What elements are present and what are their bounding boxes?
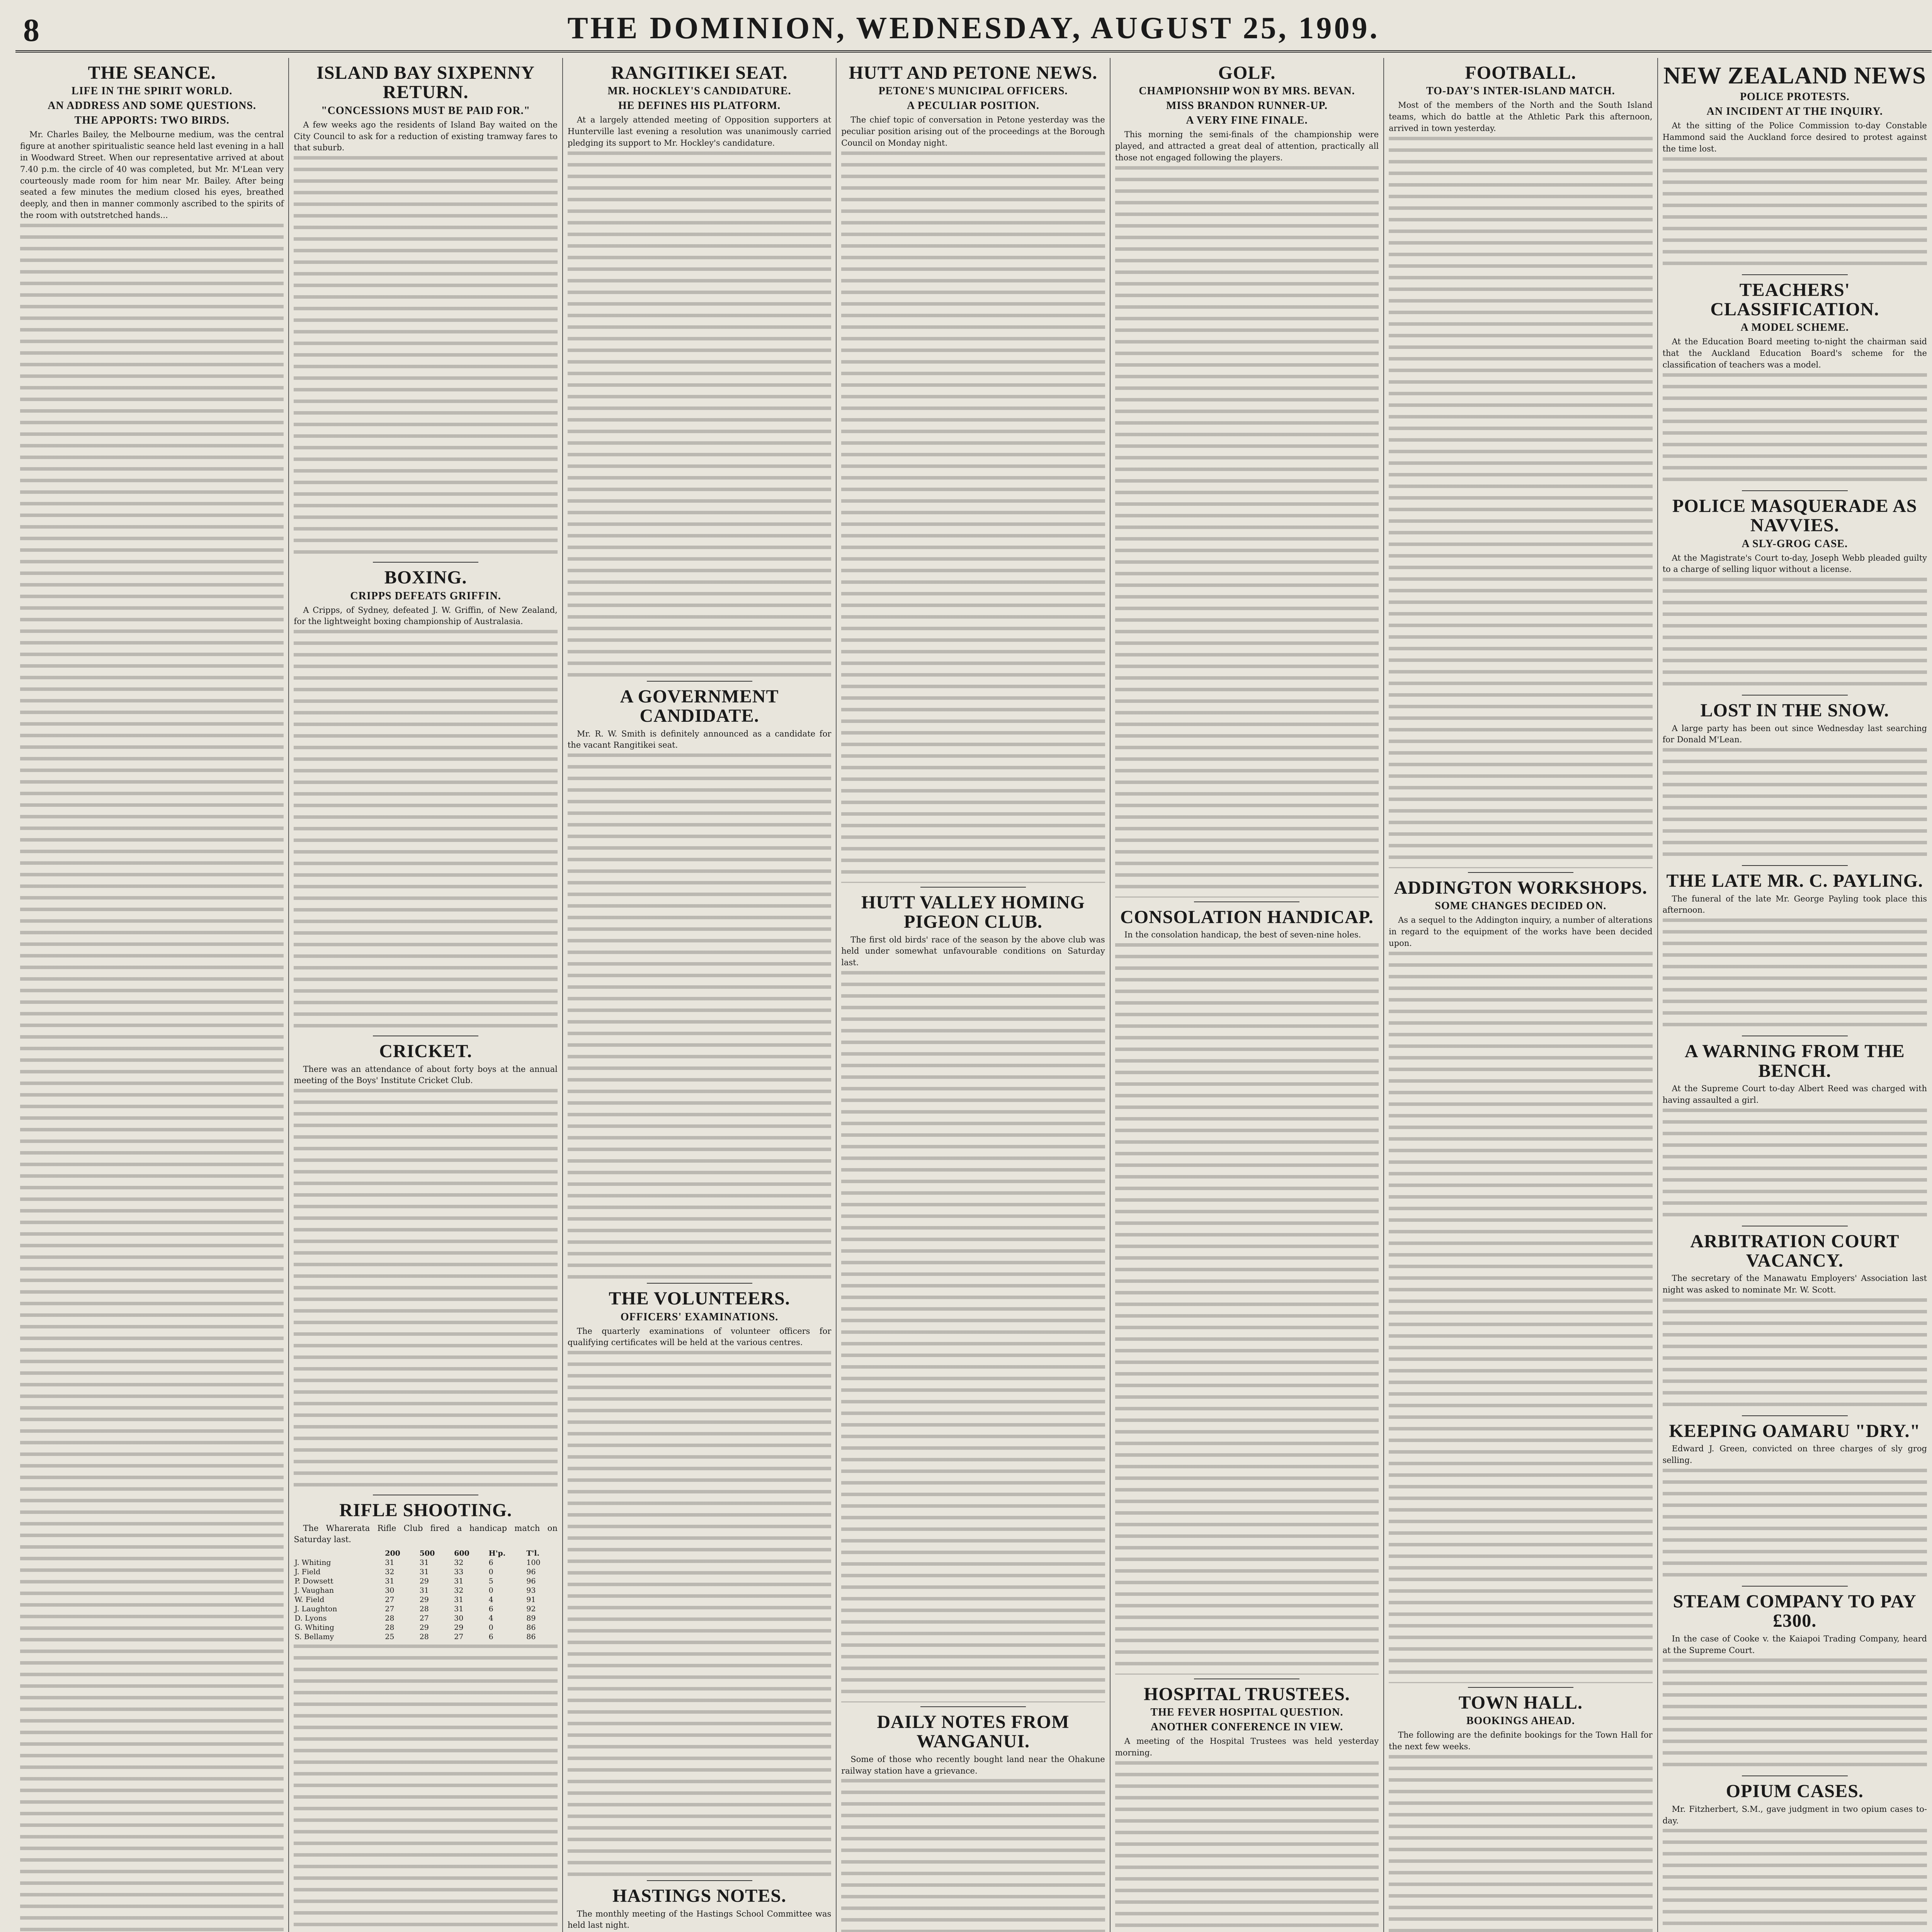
article-subheading: TO-DAY'S INTER-ISLAND MATCH. [1426,85,1615,97]
table-cell: 28 [419,1605,429,1614]
article-body: Most of the members of the North and the South Island teams, which do battle at the Athletic Park this afternoon, arrived in town yesterday. [1389,100,1653,133]
article-subheading: SOME CHANGES DECIDED ON. [1435,900,1607,912]
body-text-lines [294,1645,557,1932]
table-cell: 31 [454,1605,464,1614]
table-cell: D. Lyons [294,1614,327,1623]
table-cell: 29 [419,1595,429,1604]
article-body: A few weeks ago the residents of Island Bay waited on the City Council to ask for a reduction of existing tramway fares to that suburb. [294,120,558,153]
article-subheading: A MODEL SCHEME. [1740,321,1849,334]
section-divider [1742,1415,1848,1416]
table-cell: 28 [385,1614,395,1623]
column-4 [837,58,1110,1932]
column-container [15,58,1932,1932]
body-text-lines [1663,1658,1927,1772]
table-row [294,1604,557,1614]
article-headline: KEEPING OAMARU "DRY." [1669,1421,1921,1441]
article-headline: THE SEANCE. [88,63,216,83]
article-body: A Cripps, of Sydney, defeated J. W. Griffin, of New Zealand, for the lightweight boxing championship of Australasia. [294,605,558,626]
body-text-lines [568,753,831,1279]
body-text-lines [1663,157,1927,270]
article-subheading: THE FEVER HOSPITAL QUESTION. [1150,1706,1344,1719]
article-subheading: A SLY-GROG CASE. [1742,537,1848,550]
column-1 [15,58,289,1932]
table-cell: 32 [454,1586,464,1595]
table-row [294,1614,557,1623]
table-cell: P. Dowsett [294,1577,333,1586]
article-headline: ADDINGTON WORKSHOPS. [1394,877,1648,898]
table-row [294,1586,557,1595]
section-divider [1742,490,1848,491]
table-cell: W. Field [294,1595,325,1604]
column-2 [289,58,563,1932]
table-header-cell: 500 [419,1549,435,1558]
article-body: The secretary of the Manawatu Employers' Association last night was asked to nominate Mr. W. Scott. [1662,1274,1927,1295]
table-row [294,1558,557,1567]
table-cell: 5 [488,1577,493,1586]
body-text-lines [568,1351,831,1876]
body-text-lines [1663,1298,1927,1412]
table-cell: 28 [419,1633,429,1641]
article-headline: A GOVERNMENT CANDIDATE. [620,686,779,726]
article-body: At the Supreme Court to-day Albert Reed was charged with having assaulted a girl. [1662,1083,1927,1105]
body-text-lines [841,1779,1105,1932]
table-cell: 93 [526,1586,536,1595]
article-body: At a largely attended meeting of Opposition supporters at Hunterville last evening a resolution was unanimously carried pledging its support to Mr. Hockley's candidature. [567,115,832,148]
table-cell: 33 [454,1568,464,1577]
body-text-lines [1389,137,1652,868]
article-headline: THE VOLUNTEERS. [609,1288,790,1309]
body-text-lines [1663,918,1927,1032]
table-row [294,1623,557,1632]
body-text-lines [1389,1755,1652,1932]
section-divider [1742,695,1848,696]
page-number: 8 [23,12,39,48]
article-headline: HUTT AND PETONE NEWS. [849,63,1098,83]
table-cell: S. Bellamy [294,1633,334,1641]
table-cell: 86 [526,1623,536,1632]
table-cell: 27 [419,1614,429,1623]
article-body: Mr. Fitzherbert, S.M., gave judgment in two opium cases to-day. [1662,1804,1927,1825]
article-subheading: "CONCESSIONS MUST BE PAID FOR." [321,104,531,117]
table-cell: 31 [454,1577,464,1586]
article-headline: THE LATE MR. C. PAYLING. [1666,871,1923,891]
article-headline: TEACHERS' CLASSIFICATION. [1710,279,1879,320]
section-divider [920,887,1026,888]
article-body: Mr. R. W. Smith is definitely announced as a candidate for the vacant Rangitikei seat. [567,729,832,750]
article-headline: LOST IN THE SNOW. [1700,700,1889,721]
article-subheading: ANOTHER CONFERENCE IN VIEW. [1150,1721,1344,1733]
table-cell: 27 [454,1633,464,1641]
table-cell: 6 [488,1605,493,1614]
table-header-cell: H'p. [488,1549,506,1558]
article-headline: HUTT VALLEY HOMING PIGEON CLUB. [861,892,1085,932]
article-headline: CONSOLATION HANDICAP. [1120,906,1374,927]
body-text-lines [1663,1109,1927,1222]
table-cell: J. Field [294,1568,321,1577]
article-subheading: POLICE PROTESTS. [1740,91,1850,103]
table-cell: 31 [385,1558,395,1567]
article-subheading: PETONE'S MUNICIPAL OFFICERS. [878,85,1068,97]
article-subheading: A VERY FINE FINALE. [1186,114,1308,127]
article-body: This morning the semi-finals of the championship were played, and attracted a great deal of attention, practically all those not engaged following the players. [1115,130,1379,163]
article-headline: BOXING. [384,567,467,588]
table-cell: J. Whiting [294,1558,331,1567]
table-row [294,1567,557,1577]
body-text-lines [841,151,1105,883]
table-header-cell: 600 [454,1549,469,1558]
table-row [294,1595,557,1604]
body-text-lines [568,151,831,677]
masthead [15,8,1932,53]
table-cell: 27 [385,1605,395,1614]
newspaper-page [15,8,1932,1932]
article-body: The funeral of the late Mr. George Payling took place this afternoon. [1662,894,1927,915]
article-subheading: MISS BRANDON RUNNER-UP. [1166,100,1328,112]
section-divider [373,562,478,563]
article-subheading: THE APPORTS: TWO BIRDS. [74,114,230,127]
body-text-lines [1115,1761,1379,1932]
body-text-lines [1115,166,1379,898]
article-subheading: MR. HOCKLEY'S CANDIDATURE. [607,85,791,97]
table-cell: 30 [454,1614,464,1623]
table-cell: 32 [454,1558,464,1567]
article-headline: DAILY NOTES FROM WANGANUI. [877,1712,1070,1752]
article-body: There was an attendance of about forty boys at the annual meeting of the Boys' Institute Cricket Club. [294,1064,558,1085]
table-cell: 31 [454,1595,464,1604]
article-headline: RIFLE SHOOTING. [339,1500,512,1521]
table-cell: 28 [385,1623,395,1632]
body-text-lines [1663,373,1927,486]
article-headline: NEW ZEALAND NEWS [1663,63,1926,89]
article-subheading: HE DEFINES HIS PLATFORM. [618,100,781,112]
table-cell: 0 [488,1623,493,1632]
column-3 [563,58,837,1932]
table-cell: 92 [526,1605,536,1614]
table-header-cell: 200 [385,1549,400,1558]
table-cell: 31 [419,1568,429,1577]
body-text-lines [1663,1469,1927,1582]
table-cell: 0 [488,1586,493,1595]
table-row [294,1577,557,1586]
table-cell: 6 [488,1633,493,1641]
article-headline: OPIUM CASES. [1726,1781,1864,1802]
body-text-lines [1663,578,1927,691]
article-subheading: BOOKINGS AHEAD. [1466,1715,1575,1727]
article-headline: ISLAND BAY SIXPENNY RETURN. [316,63,535,103]
article-headline: A WARNING FROM THE BENCH. [1684,1041,1905,1081]
table-cell: 91 [526,1595,536,1604]
column-7 [1658,58,1932,1932]
article-headline: HASTINGS NOTES. [612,1886,786,1906]
article-body: Edward J. Green, convicted on three charges of sly grog selling. [1662,1444,1927,1465]
newspaper-title: THE DOMINION, WEDNESDAY, AUGUST 25, 1909. [567,11,1380,45]
body-text-lines [1115,943,1379,1675]
article-body: In the consolation handicap, the best of seven-nine holes. [1124,930,1361,940]
table-header-cell: T'l. [526,1549,540,1558]
article-subheading: AN INCIDENT AT THE INQUIRY. [1706,105,1883,118]
article-body: At the Education Board meeting to-night the chairman said that the Auckland Education Board's scheme for the classification of teachers was a model. [1662,337,1927,369]
table-cell: J. Vaughan [294,1586,334,1595]
body-text-lines [294,630,557,1032]
article-body: Mr. Charles Bailey, the Melbourne medium, was the central figure at another spiritualistic seance held last evening in a hall in Woodward Street. When our representative arrived at about 7.40 p.m. the circle of 40 was completed, but Mr. M'Lean very courteously made room for him near Mr. Bailey. After being seated a few minutes the medium closed his eyes, breathed deeply, and then in manner commonly ascribed to the spirits of the room with outstretched hands... [20,130,284,220]
section-divider [920,1706,1026,1707]
table-cell: G. Whiting [294,1623,334,1632]
body-text-lines [294,1089,557,1491]
table-cell: 100 [526,1558,541,1567]
body-text-lines [1663,1829,1927,1932]
section-divider [1742,274,1848,275]
table-cell: 31 [419,1586,429,1595]
section-divider [647,1880,752,1881]
article-body: The monthly meeting of the Hastings School Committee was held last night. [567,1909,832,1930]
table-cell: 0 [488,1568,493,1577]
table-cell: 6 [488,1558,493,1567]
article-subheading: AN ADDRESS AND SOME QUESTIONS. [48,100,256,112]
article-body: In the case of Cooke v. the Kaiapoi Trading Company, heard at the Supreme Court. [1662,1634,1927,1655]
table-cell: 32 [385,1568,395,1577]
column-5 [1111,58,1384,1932]
section-divider [1468,872,1573,873]
section-divider [1194,901,1299,902]
article-subheading: LIFE IN THE SPIRIT WORLD. [71,85,233,97]
body-text-lines [20,224,284,1932]
table-cell: 29 [454,1623,464,1632]
article-subheading: CHAMPIONSHIP WON BY MRS. BEVAN. [1139,85,1355,97]
section-divider [1468,1687,1573,1688]
article-body: The following are the definite bookings for the Town Hall for the next few weeks. [1389,1730,1653,1751]
body-text-lines [1389,952,1652,1683]
article-headline: POLICE MASQUERADE AS NAVVIES. [1672,495,1917,536]
body-text-lines [294,156,557,558]
article-body: The Wharerata Rifle Club fired a handicap match on Saturday last. [294,1523,558,1544]
article-subheading: A PECULIAR POSITION. [907,100,1039,112]
article-body: A large party has been out since Wednesday last searching for Donald M'Lean. [1662,723,1927,745]
article-headline: FOOTBALL. [1465,63,1577,83]
table-cell: 4 [488,1595,493,1604]
table-cell: 30 [385,1586,395,1595]
table-cell: 31 [419,1558,429,1567]
article-headline: CRICKET. [379,1041,472,1062]
article-body: The chief topic of conversation in Petone yesterday was the peculiar position arising out of the proceedings at the Borough Council on Monday night. [841,115,1105,148]
column-6 [1384,58,1658,1932]
table-cell: J. Laughton [294,1605,337,1614]
article-subheading: OFFICERS' EXAMINATIONS. [620,1311,779,1323]
table-cell: 29 [419,1577,429,1586]
table-cell: 29 [419,1623,429,1632]
body-text-lines [841,971,1105,1702]
section-divider [647,681,752,682]
article-body: Some of those who recently bought land near the Ohakune railway station have a grievance. [841,1754,1105,1776]
section-divider [1742,1586,1848,1587]
article-body: As a sequel to the Addington inquiry, a number of alterations in regard to the equipment of the works have been decided upon. [1389,915,1653,948]
article-body: The first old birds' race of the season by the above club was held under somewhat unfavourable conditions on Saturday last. [841,935,1105,968]
table-cell: 86 [526,1633,536,1641]
section-divider [1742,865,1848,866]
article-body: A meeting of the Hospital Trustees was held yesterday morning. [1115,1736,1379,1758]
table-cell: 31 [385,1577,395,1586]
article-headline: ARBITRATION COURT VACANCY. [1690,1231,1900,1271]
article-headline: RANGITIKEI SEAT. [611,63,788,83]
table-cell: 25 [385,1633,395,1641]
body-text-lines [1663,748,1927,861]
table-row [294,1632,557,1641]
article-body: The quarterly examinations of volunteer officers for qualifying certificates will be held at the various centres. [567,1326,832,1347]
rifle-scores-table [294,1549,557,1641]
article-headline: GOLF. [1218,63,1276,83]
table-cell: 4 [488,1614,493,1623]
article-subheading: CRIPPS DEFEATS GRIFFIN. [350,590,501,602]
table-header-cell [294,1549,384,1558]
table-cell: 89 [526,1614,536,1623]
article-headline: STEAM COMPANY TO PAY £300. [1673,1591,1917,1631]
article-headline: TOWN HALL. [1458,1692,1583,1713]
article-body: At the Magistrate's Court to-day, Joseph Webb pleaded guilty to a charge of selling liquor without a license. [1662,553,1927,574]
table-cell: 96 [526,1577,536,1586]
article-headline: HOSPITAL TRUSTEES. [1144,1684,1350,1705]
table-cell: 96 [526,1568,536,1577]
section-divider [647,1283,752,1284]
article-body: At the sitting of the Police Commission to-day Constable Hammond said the Auckland force desired to protest against the time lost. [1662,121,1927,153]
table-cell: 27 [385,1595,395,1604]
